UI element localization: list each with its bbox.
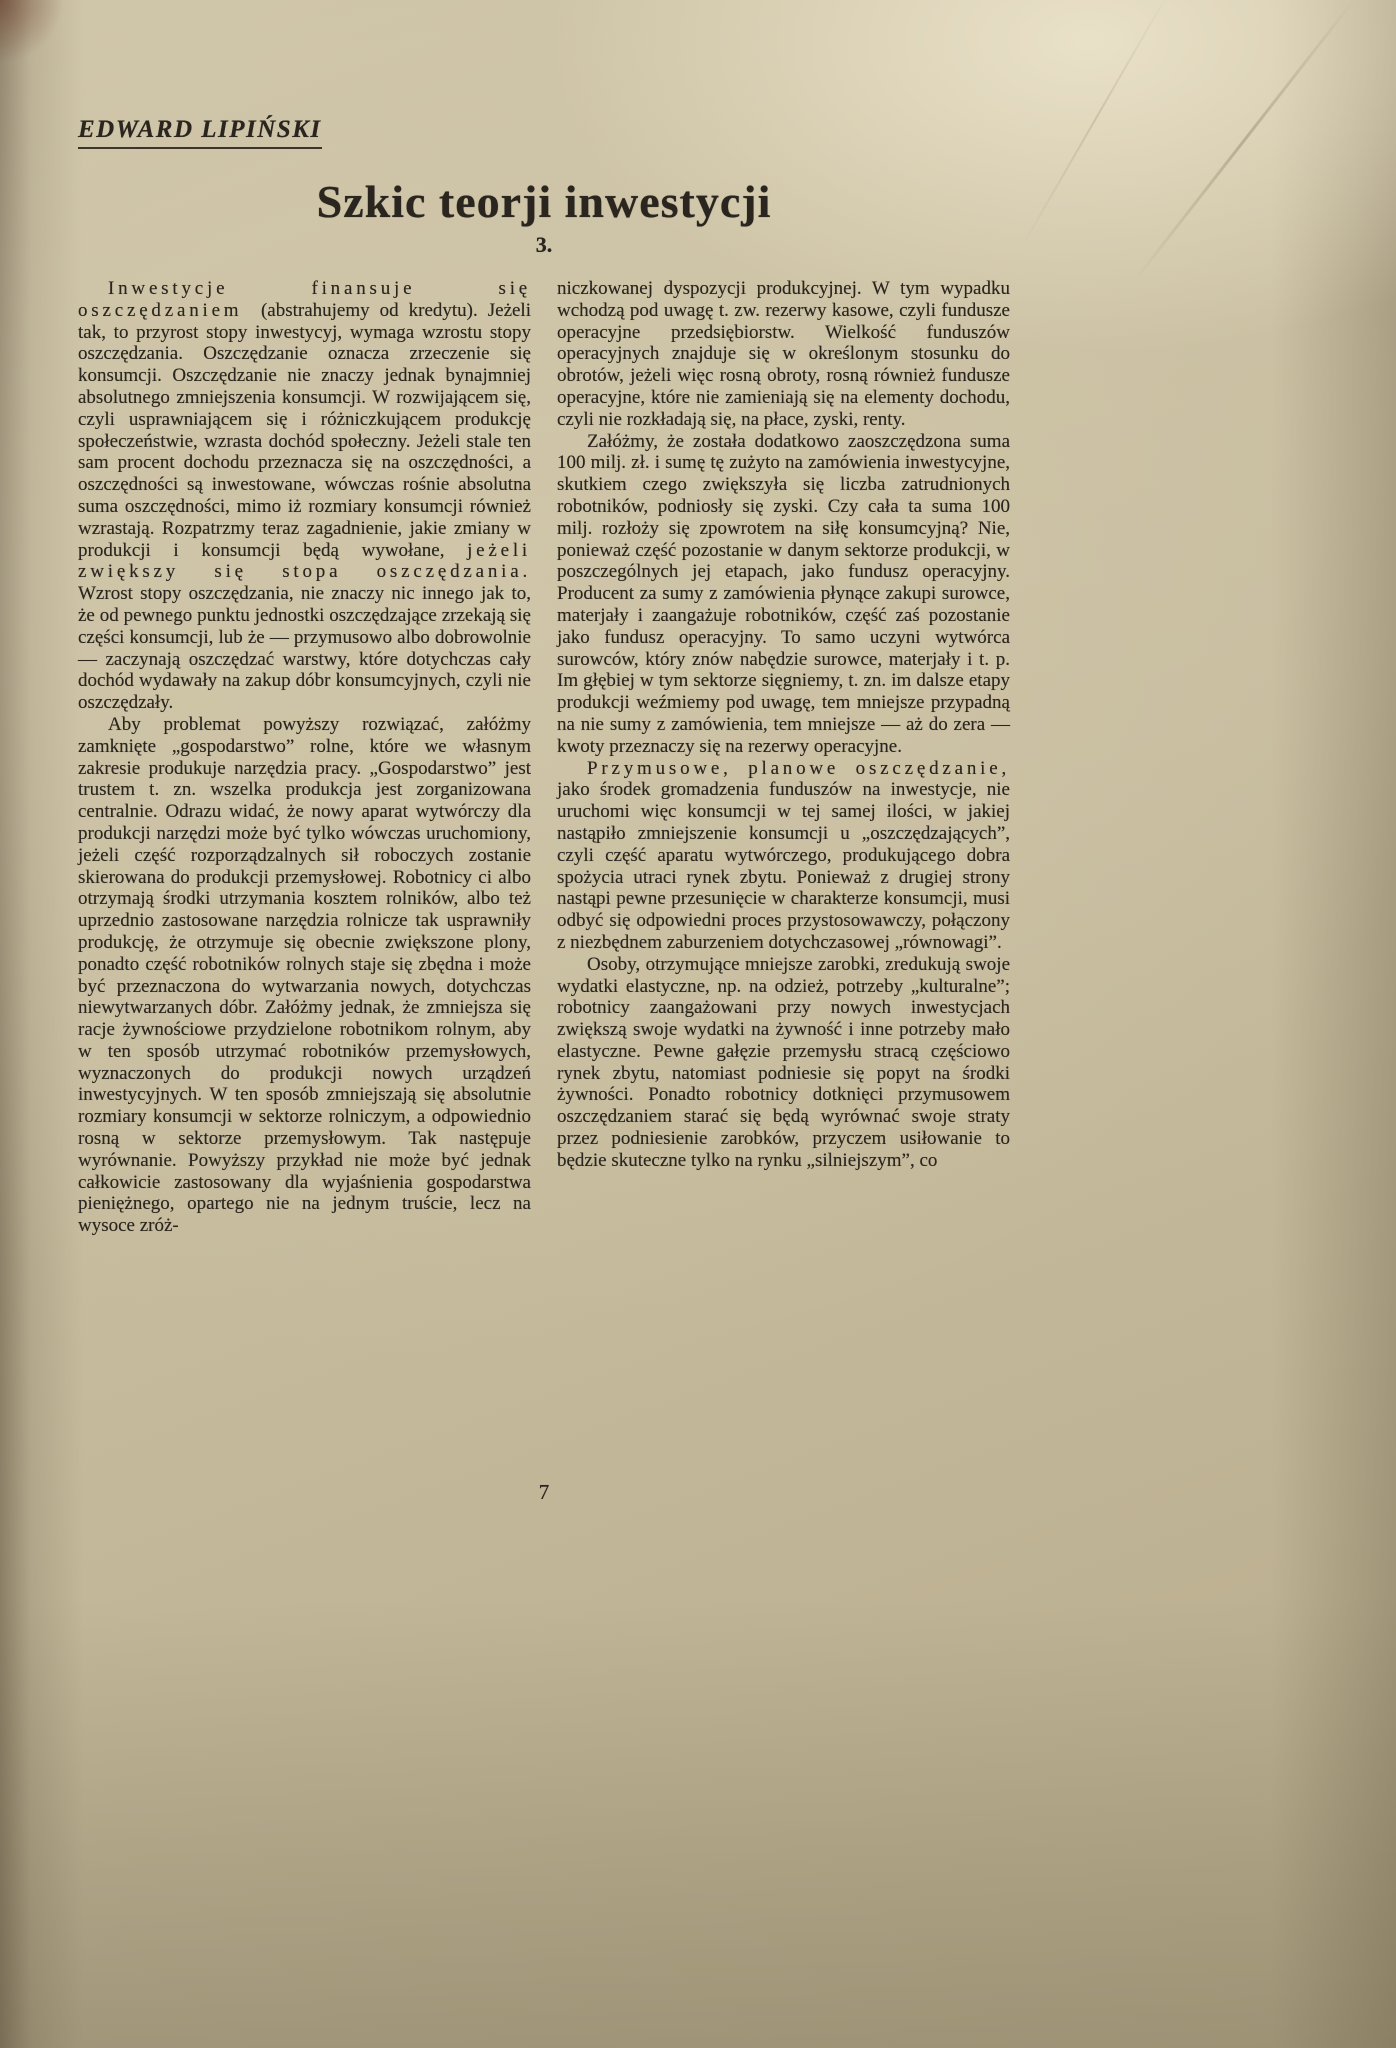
body-text: Osoby, otrzymujące mniejsze zarobki, zredukują swoje wydatki elastyczne, np. na odzież, potrzeby „kulturalne”; robotnicy zaangażowani przy nowych inwestycjach zwiększą swoje wydatki na żywność i inne potrzeby mało elastyczne. Pewne gałęzie przemysłu stracą częściowo rynek zbytu, natomiast podniesie się popyt na środki żywności. Ponadto robotnicy dotknięci przymusowem oszczędzaniem starać się będą wyrównać swoje straty przez podniesienie zarobków, przyczem usiłowanie to będzie skuteczne tylko na rynku „silniejszym”, co [557,953,1010,1171]
column-right [557,278,1010,1237]
paragraph [78,714,531,1237]
article-content [78,116,1010,1237]
emphasized-text: jeżeli zwiększy się stopa oszczędzania. [78,539,531,583]
paper-crease [1019,0,1171,250]
body-text: jako środek gromadzenia funduszów na inwestycje, nie uruchomi więc konsumcji w tej samej ilości, w jakiej nastąpiło zmniejszenie konsumcji u „oszczędzających”, czyli część aparatu wytwórczego, produkującego dobra spożycia utraci rynek zbytu. Ponieważ z drugiej strony nastąpi pewne przesunięcie w charakterze konsumcji, musi odbyć się odpowiedni proces przystosowawczy, połączony z niezbędnem zaburzeniem dotychczasowej „równowagi”. [557,779,1010,953]
body-text: niczkowanej dyspozycji produkcyjnej. W tym wypadku wchodzą pod uwagę t. zw. rezerwy kasowe, czyli fundusze operacyjne przedsiębiorstw. Wielkość funduszów operacyjnych znajduje się w określonym stosunku do obrotów, jeżeli więc rosną obroty, rosną również fundusze operacyjne, które nie zamieniają się na elementy dochodu, czyli nie rozkładają się, na płace, zyski, renty. [557,278,1010,430]
body-text: Aby problemat powyższy rozwiązać, załóżmy zamknięte „gospodarstwo” rolne, które we własnym zakresie produkuje narzędzia pracy. „Gospodarstwo” jest trustem t. zn. wszelka produkcja jest zorganizowana centralnie. Odrazu widać, że nowy aparat wytwórczy dla produkcji narzędzi może być tylko wówczas uruchomiony, jeżeli część rozporządzalnych sił roboczych zostanie skierowana do produkcji przemysłowej. Robotnicy ci albo otrzymają środki utrzymania kosztem rolników, albo też uprzednio zastosowane narzędzia rolnicze tak usprawniły produkcję, że otrzymuje się obecnie zwiększone plony, ponadto część robotników rolnych staje się zbędna i może być przeznaczona do wytwarzania nowych, dotychczas niewytwarzanych dóbr. Załóżmy jednak, że zmniejsza się racje żywnościowe przydzielone robotnikom rolnym, aby w ten sposób utrzymać robotników przemysłowych, wyznaczonych do produkcji nowych urządzeń inwestycyjnych. W ten sposób zmniejszają się absolutnie rozmiary konsumcji w sektorze rolniczym, a odpowiednio rosną w sektorze przemysłowym. Tak następuje wyrównanie. Powyższy przykład nie może być jednak całkowicie zastosowany dla wyjaśnienia gospodarstwa pieniężnego, opartego nie na jednym truście, lecz na wysoce zróż- [78,713,531,1237]
section-number: 3. [535,232,553,257]
body-text: (abstrahujemy od kredytu). Jeżeli tak, to przyrost stopy inwestycyj, wymaga wzrostu stopy oszczędzania. Oszczędzanie oznacza zrzeczenie się konsumcji. Oszczędzanie nie znaczy jednak bynajmniej absolutnego zmniejszenia konsumcji. W rozwijającem się, czyli usprawniającem się i różniczkującem produkcję społeczeństwie, wzrasta dochód społeczny. Jeżeli stale ten sam procent dochodu przeznacza się na oszczędności, a oszczędności są inwestowane, wówczas rośnie absolutna suma oszczędności, mimo iż rozmiary konsumcji również wzrastają. Rozpatrzmy teraz zagadnienie, jakie zmiany w produkcji i konsumcji będą wywołane, [78,299,531,561]
emphasized-text: Przymusowe, planowe oszczędzanie, [587,757,1010,779]
text-columns [78,278,1010,1237]
paragraph [557,758,1010,954]
paper-crease [1132,0,1356,283]
body-text: Załóżmy, że została dodatkowo zaoszczędzona suma 100 milj. zł. i sumę tę zużyto na zamówienia inwestycyjne, skutkiem czego zwiększyła się liczba zatrudnionych robotników, podniosły się zyski. Czy cała ta suma 100 milj. rozłoży się zpowrotem na siłę konsumcyjną? Nie, ponieważ część pozostanie w danym sektorze produkcji, w poszczególnych jej etapach, jako fundusz operacyjny. Producent za sumy z zamówienia płynące zakupi surowce, materjały i zaangażuje robotników, część zaś pozostanie jako fundusz operacyjny. To samo uczyni wytwórca surowców, który znów nabędzie surowce, materjały i t. p. Im głębiej w tym sektorze sięgniemy, t. zn. im dalsze etapy produkcji weźmiemy pod uwagę, tem mniejsze przypadną na nie sumy z zamówienia, tem mniejsze — aż do zera — kwoty przeznaczy się na rezerwy operacyjne. [557,430,1010,757]
article-title: Szkic teorji inwestycji [316,176,772,227]
paragraph [78,278,531,714]
page-number: 7 [538,1480,550,1504]
paragraph [557,954,1010,1172]
author-block [78,116,1010,149]
author-name: EDWARD LIPIŃSKI [78,116,322,149]
emphasized-text: Inwestycje finansuje się oszczędzaniem [78,278,531,321]
body-text: Wzrost stopy oszczędzania, nie znaczy nic innego jak to, że od pewnego punktu jednostki oszczędzające zrzekają się części konsumcji, lub że — przymusowo albo dobrowolnie — zaczynają oszczędzać warstwy, które dotychczas cały dochód wydawały na zakup dóbr konsumcyjnych, czyli nie oszczędzały. [78,583,531,714]
paragraph [557,431,1010,758]
paragraph [557,278,1010,431]
column-left [78,278,531,1237]
